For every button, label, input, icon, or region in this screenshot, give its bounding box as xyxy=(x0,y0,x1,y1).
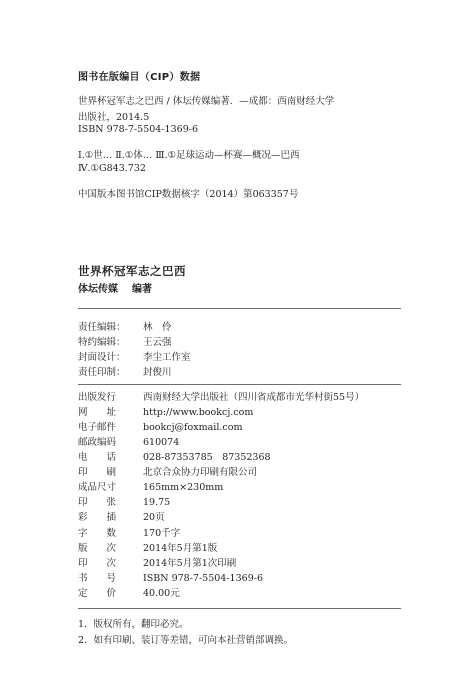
publication-value: 610074 xyxy=(143,437,180,448)
divider-rule xyxy=(78,608,401,609)
staff-value: 李尘工作室 xyxy=(143,352,191,363)
staff-value: 林 伶 xyxy=(143,322,172,333)
publication-row xyxy=(78,496,170,510)
staff-value: 封俊川 xyxy=(143,367,172,378)
publication-value: 40.00元 xyxy=(143,588,180,599)
publication-row xyxy=(78,466,257,480)
publication-row xyxy=(78,451,271,465)
book-title: 世界杯冠军志之巴西 xyxy=(78,264,186,278)
publication-label: 出版发行 xyxy=(78,392,117,403)
publication-row xyxy=(78,542,217,556)
publication-row xyxy=(78,572,263,586)
publication-label: 网 址 xyxy=(78,407,117,418)
publication-label: 版 次 xyxy=(78,543,117,554)
staff-label: 特约编辑： xyxy=(78,337,126,348)
publication-label: 书 号 xyxy=(78,573,117,584)
note-item: 1．版权所有，翻印必究。 xyxy=(78,619,189,630)
publication-value: ISBN 978-7-5504-1369-6 xyxy=(143,573,263,584)
publication-label: 定 价 xyxy=(78,588,117,599)
book-author-line xyxy=(78,280,152,295)
cip-line-5: Ⅳ.①G843.732 xyxy=(78,163,146,174)
staff-label: 责任编辑： xyxy=(78,322,126,333)
cip-line-6: 中国版本图书馆CIP数据核字（2014）第063357号 xyxy=(78,189,299,200)
divider-rule xyxy=(78,308,401,309)
publication-row xyxy=(78,391,364,405)
staff-label: 封面设计： xyxy=(78,352,126,363)
publication-value: 19.75 xyxy=(143,497,171,508)
publication-row xyxy=(78,481,223,495)
staff-label: 责任印制： xyxy=(78,367,126,378)
staff-value: 王云强 xyxy=(143,337,172,348)
cip-line-4: Ⅰ.①世… Ⅱ.①体… Ⅲ.①足球运动—杯赛—概况—巴西 xyxy=(78,150,300,161)
publication-value: http://www.bookcj.com xyxy=(143,407,254,418)
publication-row xyxy=(78,421,242,435)
publication-value: 028-87353785 87352368 xyxy=(143,452,271,463)
staff-row xyxy=(78,321,172,335)
publication-label: 印 次 xyxy=(78,558,117,569)
publication-label: 印 张 xyxy=(78,497,117,508)
staff-row xyxy=(78,351,191,365)
publication-label: 字 数 xyxy=(78,528,117,539)
publication-value: 20页 xyxy=(143,512,165,523)
cip-heading: 图书在版编目（CIP）数据 xyxy=(78,72,201,83)
publication-row xyxy=(78,406,253,420)
publication-value: 西南财经大学出版社（四川省成都市光华村街55号） xyxy=(143,392,365,403)
cip-line-3: ISBN 978-7-5504-1369-6 xyxy=(78,124,198,135)
publication-label: 彩 插 xyxy=(78,512,117,523)
publication-label: 成品尺寸 xyxy=(78,482,117,493)
publication-label: 电 话 xyxy=(78,452,117,463)
publication-row xyxy=(78,587,180,601)
book-author: 体坛传媒 xyxy=(78,284,118,295)
staff-row xyxy=(78,336,172,350)
book-author-role: 编著 xyxy=(132,284,152,295)
divider-rule xyxy=(78,384,401,385)
publication-row xyxy=(78,527,180,541)
publication-row xyxy=(78,557,236,571)
publication-value: 165mm×230mm xyxy=(143,482,224,493)
publication-value: bookcj@foxmail.com xyxy=(143,422,243,433)
cip-line-2: 出版社，2014.5 xyxy=(78,112,150,123)
publication-value: 北京合众协力印刷有限公司 xyxy=(143,467,258,478)
publication-row xyxy=(78,511,165,525)
publication-label: 印 刷 xyxy=(78,467,117,478)
staff-row xyxy=(78,366,172,380)
publication-label: 邮政编码 xyxy=(78,437,117,448)
publication-row xyxy=(78,436,179,450)
publication-value: 2014年5月第1版 xyxy=(143,543,218,554)
cip-line-1: 世界杯冠军志之巴西 / 体坛传媒编著．—成都：西南财经大学 xyxy=(78,96,335,107)
publication-value: 2014年5月第1次印刷 xyxy=(143,558,237,569)
note-item: 2．如有印刷、装订等差错，可向本社营销部调换。 xyxy=(78,635,294,646)
publication-label: 电子邮件 xyxy=(78,422,117,433)
publication-value: 170千字 xyxy=(143,528,181,539)
